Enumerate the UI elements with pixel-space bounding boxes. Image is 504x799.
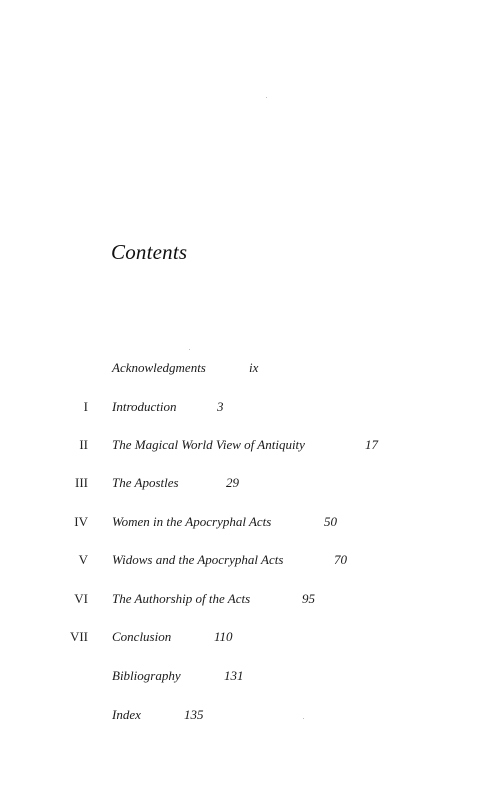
- entry-title: Women in the Apocryphal Acts: [112, 514, 272, 529]
- chapter-number: IV: [74, 514, 88, 529]
- chapter-number: VI: [74, 591, 88, 606]
- entry-title: The Apostles: [112, 475, 179, 490]
- paper-speck: [303, 718, 304, 719]
- entry-page-number: 3: [217, 399, 224, 414]
- entry-page-number: 50: [324, 514, 337, 529]
- entry-page-number: 131: [224, 668, 244, 683]
- toc-entry-authorship: [0, 589, 504, 609]
- entry-title: Widows and the Apocryphal Acts: [112, 552, 284, 567]
- toc-entry-introduction: [0, 397, 504, 417]
- entry-page-number: 29: [226, 475, 239, 490]
- chapter-number: III: [75, 475, 88, 490]
- toc-entry-widows: [0, 550, 504, 570]
- toc-entry-index: [0, 705, 504, 725]
- entry-page-number: 135: [184, 707, 204, 722]
- entry-page-number: 17: [365, 437, 378, 452]
- chapter-number: VII: [69, 629, 88, 644]
- toc-entry-bibliography: [0, 666, 504, 686]
- paper-speck: [189, 349, 190, 350]
- entry-title: Conclusion: [112, 629, 172, 644]
- entry-title: Bibliography: [112, 668, 181, 683]
- chapter-number: II: [79, 437, 88, 452]
- chapter-number: V: [78, 552, 88, 567]
- toc-entry-acknowledgments: [0, 358, 504, 378]
- entry-page-number: 95: [302, 591, 315, 606]
- toc-entry-conclusion: [0, 627, 504, 647]
- entry-title: The Authorship of the Acts: [112, 591, 251, 606]
- paper-speck: [266, 97, 267, 98]
- entry-page-number: 70: [334, 552, 347, 567]
- entry-title: The Magical World View of Antiquity: [112, 437, 305, 452]
- toc-entry-women: [0, 512, 504, 532]
- entry-title: Index: [112, 707, 141, 722]
- toc-entry-magical-world-view: [0, 435, 504, 455]
- entry-page-number: 110: [214, 629, 233, 644]
- page-title: Contents: [111, 240, 188, 264]
- entry-title: Introduction: [112, 399, 177, 414]
- chapter-number: I: [83, 399, 88, 414]
- entry-page-number: ix: [249, 360, 259, 375]
- toc-entry-apostles: [0, 473, 504, 493]
- entry-title: Acknowledgments: [112, 360, 206, 375]
